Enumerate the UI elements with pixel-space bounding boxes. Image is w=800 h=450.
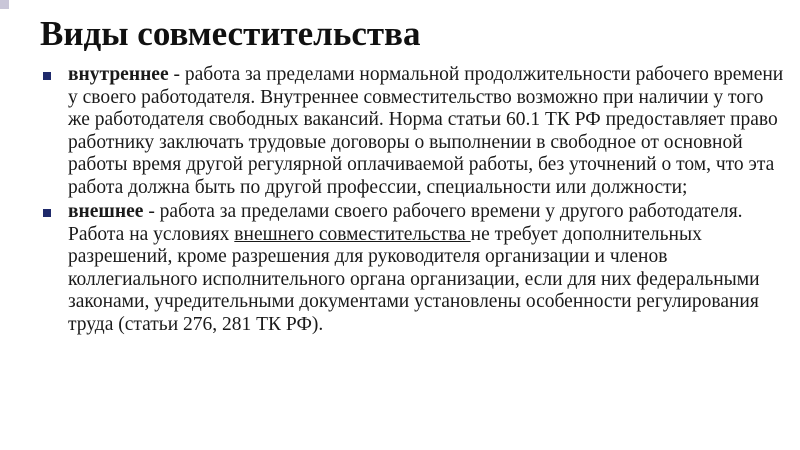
term-internal: внутреннее xyxy=(68,64,169,85)
bullet-internal xyxy=(40,64,790,199)
bullet-internal-text: - работа за пределами нормальной продолжительности рабочего времени у своего работодателя. Внутреннее совместительство возможно при наличии у того же работодателя свободных вакансий. Норма статьи 60.1 ТК РФ предоставляет право работнику заключать трудовые договоры о выполнении в свободное от основной работы время другой регулярной оплачиваемой работы, без уточнений о том, что эта работа должна быть по другой профессии, специальности или должности; xyxy=(68,64,784,198)
bullet-list xyxy=(40,64,790,338)
slide-title: Виды совместительства xyxy=(40,14,421,53)
corner-decoration xyxy=(0,0,9,9)
square-bullet-icon xyxy=(43,72,51,80)
bullet-external-text-before: - работа за пределами своего рабочего времени у другого работодателя. Работа на условиях xyxy=(68,201,743,245)
bullet-external-text-after: не требует дополнительных разрешений, кроме разрешения для руководителя организации и членов коллегиального исполнительного органа организации, если для них федеральными законами, учредительными документами установлены особенности регулирования труда (статьи 276, 281 ТК РФ). xyxy=(68,223,760,335)
external-combination-link[interactable]: внешнего совместительства xyxy=(234,223,471,245)
bullet-external xyxy=(40,201,790,336)
term-external: внешнее xyxy=(68,201,144,222)
square-bullet-icon xyxy=(43,209,51,217)
